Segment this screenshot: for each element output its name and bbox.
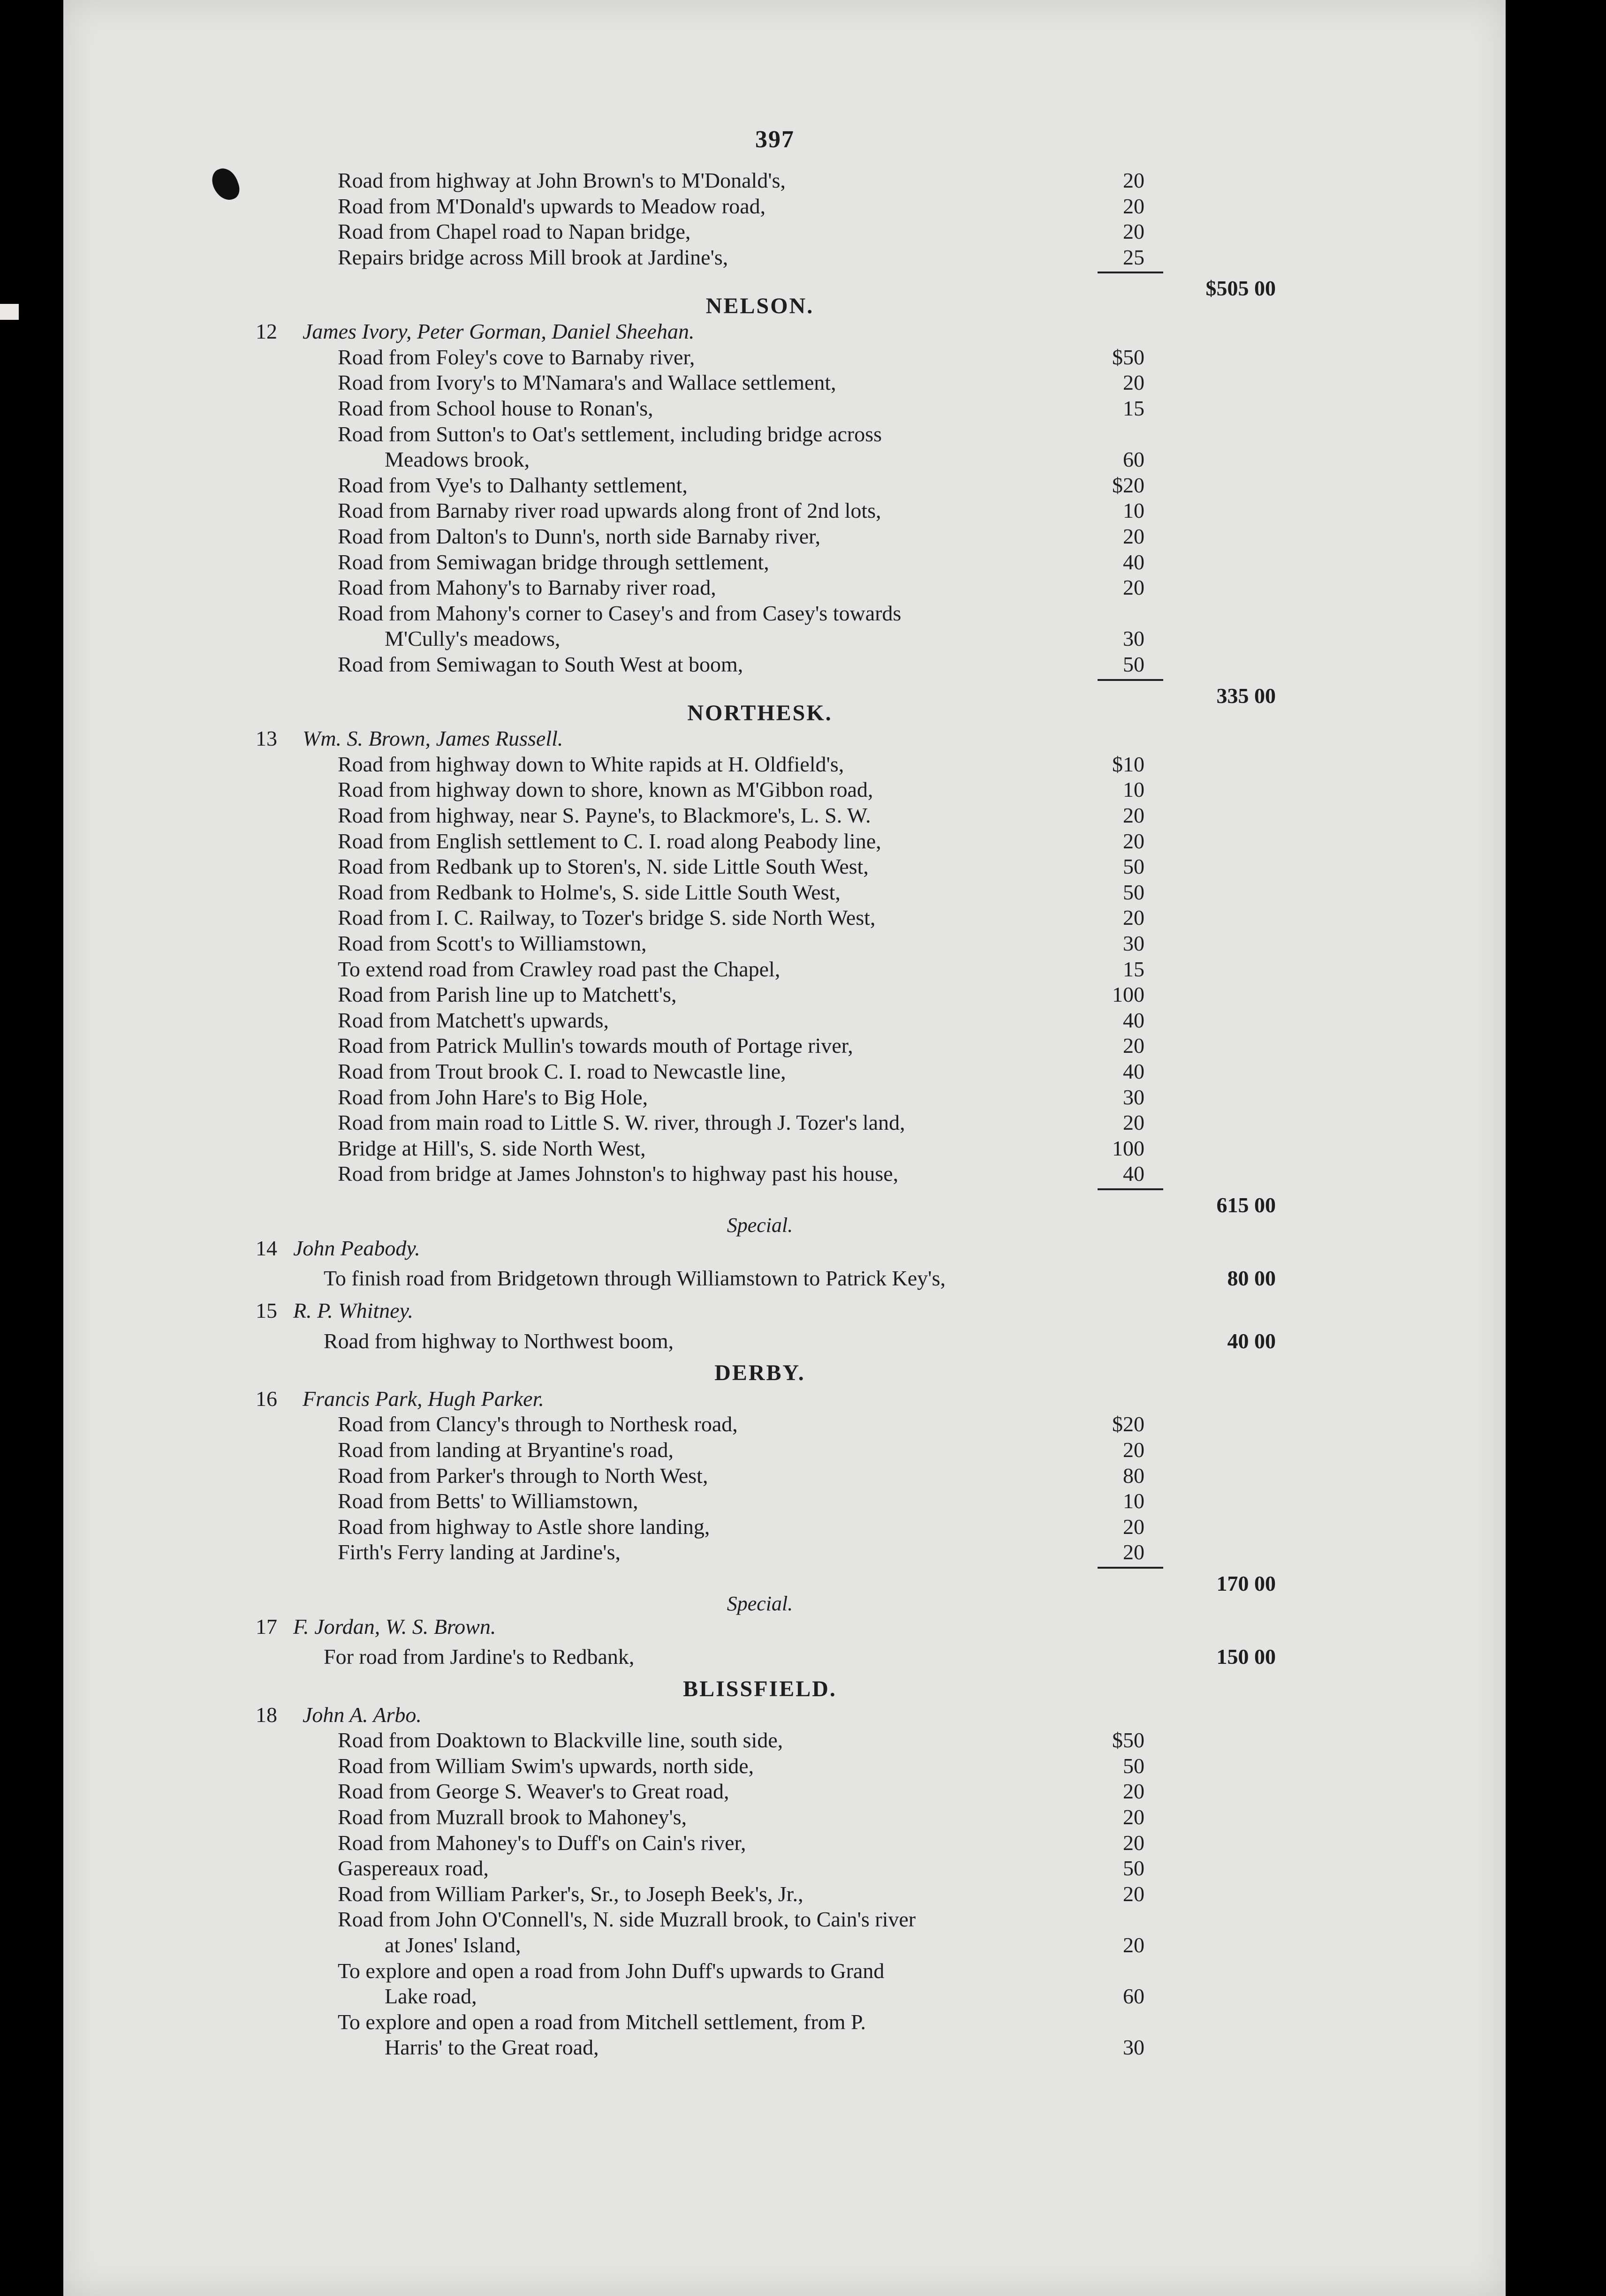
road-item: Road from highway at John Brown's to M'Donald's, [338, 168, 786, 192]
road-amount: 20 [1123, 1438, 1144, 1462]
road-item: M'Cully's meadows, [385, 627, 561, 651]
road-amount: 30 [1123, 931, 1144, 956]
road-item: at Jones' Island, [385, 1933, 521, 1957]
grantee-names: F. Jordan, W. S. Brown. [293, 1614, 496, 1639]
section-total: 335 00 [1216, 683, 1276, 708]
road-item: Road from John O'Connell's, N. side Muzrall brook, to Cain's river [338, 1907, 916, 1932]
text-row [0, 243, 1606, 272]
text-row [0, 1264, 1606, 1292]
road-item: Road from highway, near S. Payne's, to Blackmore's, L. S. W. [338, 803, 871, 828]
text-row [0, 1613, 1606, 1641]
grant-number: 16 [256, 1386, 277, 1411]
page-number: 397 [755, 126, 795, 153]
text-row [0, 1752, 1606, 1780]
text-row [0, 1905, 1606, 1933]
road-item: Road from highway down to White rapids at H. Oldfield's, [338, 752, 844, 776]
road-item: Road from Betts' to Williamstown, [338, 1489, 638, 1513]
text-row [0, 1385, 1606, 1413]
road-amount: 60 [1123, 447, 1144, 472]
text-row [0, 853, 1606, 881]
road-amount: $50 [1112, 1728, 1144, 1752]
road-item: Road from George S. Weaver's to Great road, [338, 1779, 729, 1804]
section-heading: DERBY. [714, 1360, 805, 1386]
road-amount: 20 [1123, 1933, 1144, 1957]
road-item: Road from M'Donald's upwards to Meadow road, [338, 194, 766, 218]
road-item: Road from Doaktown to Blackville line, south side, [338, 1728, 783, 1752]
text-row [0, 497, 1606, 525]
road-item: Road from landing at Bryantine's road, [338, 1438, 674, 1462]
road-amount: 20 [1123, 219, 1144, 244]
road-item: Road from Matchett's upwards, [338, 1008, 609, 1032]
road-item: Gaspereaux road, [338, 1856, 489, 1881]
special-heading: Special. [727, 1214, 793, 1237]
grant-total: 150 00 [1216, 1645, 1276, 1669]
road-item: Road from Dalton's to Dunn's, north side Barnaby river, [338, 524, 821, 548]
road-amount: 40 [1123, 1008, 1144, 1032]
text-row [0, 827, 1606, 855]
text-row [0, 801, 1606, 830]
text-row [0, 1982, 1606, 2010]
grantee-names: R. P. Whitney. [293, 1299, 413, 1323]
text-row [0, 522, 1606, 551]
road-amount: 20 [1123, 1514, 1144, 1539]
text-row [0, 1854, 1606, 1882]
road-amount: 15 [1123, 396, 1144, 420]
text-row [0, 2008, 1606, 2036]
text-row [0, 1083, 1606, 1111]
grant-number: 12 [256, 319, 277, 344]
road-amount: 60 [1123, 1984, 1144, 2009]
road-item: Road from Mahony's corner to Casey's and from Casey's towards [338, 601, 901, 625]
text-row [0, 1234, 1606, 1262]
road-amount: 20 [1123, 829, 1144, 853]
section-total: $505 00 [1205, 276, 1276, 301]
text-row [0, 878, 1606, 906]
road-amount: 20 [1123, 1881, 1144, 1906]
section-total: 170 00 [1216, 1571, 1276, 1596]
road-item: Road from Trout brook C. I. road to Newcastle line, [338, 1059, 786, 1084]
grantee-names: Francis Park, Hugh Parker. [303, 1386, 544, 1411]
road-item: Firth's Ferry landing at Jardine's, [338, 1540, 621, 1564]
road-item: Road from English settlement to C. I. road along Peabody line, [338, 829, 881, 853]
text-row [0, 725, 1606, 753]
road-item: Road from Semiwagan to South West at boom, [338, 652, 743, 676]
road-amount: 50 [1123, 854, 1144, 879]
road-amount: 30 [1123, 2035, 1144, 2060]
section-heading: NORTHESK. [687, 700, 833, 725]
text-row [0, 1803, 1606, 1831]
road-item: Road from Clancy's through to Northesk road, [338, 1412, 738, 1436]
road-amount: 30 [1123, 627, 1144, 651]
text-row [0, 1327, 1606, 1355]
road-item: Road from John Hare's to Big Hole, [338, 1085, 648, 1109]
road-item: Road from Patrick Mullin's towards mouth of Portage river, [338, 1034, 853, 1058]
road-item: Meadows brook, [385, 447, 530, 472]
text-row [0, 1160, 1606, 1188]
text-row [0, 1957, 1606, 1985]
special-heading: Special. [727, 1592, 793, 1616]
subtotal-rule [1098, 1567, 1163, 1569]
grant-number: 15 [256, 1299, 277, 1323]
text-row [0, 1134, 1606, 1163]
road-amount: 20 [1123, 1830, 1144, 1855]
text-row [0, 317, 1606, 346]
grantee-names: John A. Arbo. [303, 1702, 422, 1727]
text-row [0, 1057, 1606, 1086]
road-item: Bridge at Hill's, S. side North West, [338, 1136, 646, 1160]
text-row [0, 192, 1606, 220]
text-row [0, 650, 1606, 679]
road-item: Road from Parish line up to Matchett's, [338, 982, 677, 1007]
subtotal-rule [1098, 1188, 1163, 1190]
road-amount: $50 [1112, 345, 1144, 369]
text-row [0, 1032, 1606, 1060]
road-amount: 80 [1123, 1463, 1144, 1488]
road-item: Road from Parker's through to North West, [338, 1463, 708, 1488]
road-item: Repairs bridge across Mill brook at Jardine's, [338, 245, 728, 269]
grant-description: To finish road from Bridgetown through Williamstown to Patrick Key's, [324, 1266, 946, 1291]
text-row [0, 904, 1606, 932]
text-row [0, 446, 1606, 474]
grantee-names: John Peabody. [293, 1236, 420, 1260]
section-heading: NELSON. [705, 293, 814, 318]
road-item: To explore and open a road from Mitchell settlement, from P. [338, 2009, 866, 2034]
road-amount: 40 [1123, 1162, 1144, 1186]
grant-total: 40 00 [1227, 1329, 1276, 1353]
subtotal-rule [1098, 679, 1163, 681]
road-amount: 50 [1123, 652, 1144, 676]
text-row [0, 548, 1606, 576]
road-amount: 40 [1123, 550, 1144, 574]
text-row [0, 166, 1606, 195]
text-row [0, 471, 1606, 499]
text-row [0, 574, 1606, 602]
road-amount: $20 [1112, 473, 1144, 497]
road-item: Road from Mahony's to Barnaby river road, [338, 575, 716, 600]
road-amount: 20 [1123, 1540, 1144, 1564]
text-row [0, 776, 1606, 804]
text-row [0, 218, 1606, 246]
grant-number: 18 [256, 1702, 277, 1727]
road-item: Road from Foley's cove to Barnaby river, [338, 345, 695, 369]
road-amount: 20 [1123, 575, 1144, 600]
road-amount: 20 [1123, 370, 1144, 395]
road-item: Road from bridge at James Johnston's to highway past his house, [338, 1162, 899, 1186]
text-row [0, 343, 1606, 371]
road-amount: 10 [1123, 778, 1144, 802]
road-amount: 10 [1123, 498, 1144, 523]
road-amount: 20 [1123, 1805, 1144, 1829]
section-heading: BLISSFIELD. [683, 1676, 837, 1701]
road-amount: 20 [1123, 194, 1144, 218]
text-row [0, 1006, 1606, 1035]
road-amount: 50 [1123, 880, 1144, 904]
road-amount: 20 [1123, 524, 1144, 548]
road-item: Road from Ivory's to M'Namara's and Wallace settlement, [338, 370, 836, 395]
subtotal-rule [1098, 272, 1163, 273]
text-row [0, 1880, 1606, 1908]
text-row [0, 1701, 1606, 1729]
text-row [0, 1726, 1606, 1754]
text-row [0, 750, 1606, 778]
text-row [0, 1513, 1606, 1541]
road-item: Road from Vye's to Dalhanty settlement, [338, 473, 688, 497]
road-amount: 15 [1123, 957, 1144, 981]
road-amount: 100 [1112, 982, 1144, 1007]
grantee-names: Wm. S. Brown, James Russell. [303, 726, 563, 751]
road-item: Road from School house to Ronan's, [338, 396, 653, 420]
road-amount: 10 [1123, 1489, 1144, 1513]
text-row [0, 1931, 1606, 1959]
text-row [0, 1643, 1606, 1671]
road-item: Road from Scott's to Williamstown, [338, 931, 647, 956]
road-item: Harris' to the Great road, [385, 2035, 599, 2060]
road-amount: 20 [1123, 803, 1144, 828]
text-row [0, 1487, 1606, 1515]
road-item: Road from William Parker's, Sr., to Joseph Beek's, Jr., [338, 1881, 803, 1906]
road-amount: $10 [1112, 752, 1144, 776]
text-row [0, 1777, 1606, 1805]
road-item: Lake road, [385, 1984, 477, 2009]
road-amount: 50 [1123, 1856, 1144, 1881]
road-item: Road from Barnaby river road upwards along front of 2nd lots, [338, 498, 881, 523]
grant-number: 13 [256, 726, 277, 751]
road-item: Road from Sutton's to Oat's settlement, including bridge across [338, 422, 882, 446]
road-item: Road from Chapel road to Napan bridge, [338, 219, 691, 244]
road-item: Road from Muzrall brook to Mahoney's, [338, 1805, 687, 1829]
text-row [0, 1538, 1606, 1566]
road-amount: 25 [1123, 245, 1144, 269]
grant-total: 80 00 [1227, 1266, 1276, 1291]
text-row [0, 955, 1606, 983]
road-amount: 20 [1123, 1034, 1144, 1058]
road-item: Road from William Swim's upwards, north side, [338, 1753, 754, 1778]
road-amount: 20 [1123, 1779, 1144, 1804]
text-row [0, 1462, 1606, 1490]
road-item: Road from Redbank up to Storen's, N. side Little South West, [338, 854, 869, 879]
road-item: To extend road from Crawley road past the Chapel, [338, 957, 780, 981]
road-amount: 20 [1123, 168, 1144, 192]
section-total: 615 00 [1216, 1193, 1276, 1217]
text-row [0, 2033, 1606, 2062]
road-item: Road from highway down to shore, known as M'Gibbon road, [338, 778, 873, 802]
road-amount: 20 [1123, 1110, 1144, 1135]
road-amount: 100 [1112, 1136, 1144, 1160]
text-row [0, 625, 1606, 653]
road-item: Road from Mahoney's to Duff's on Cain's river, [338, 1830, 746, 1855]
road-amount: $20 [1112, 1412, 1144, 1436]
road-item: To explore and open a road from John Duff's upwards to Grand [338, 1958, 885, 1983]
text-row [0, 599, 1606, 627]
text-row [0, 929, 1606, 958]
grant-number: 14 [256, 1236, 277, 1260]
grant-number: 17 [256, 1614, 277, 1639]
road-item: Road from Redbank to Holme's, S. side Little South West, [338, 880, 841, 904]
text-row [0, 1410, 1606, 1438]
grant-description: For road from Jardine's to Redbank, [324, 1645, 635, 1669]
grant-description: Road from highway to Northwest boom, [324, 1329, 674, 1353]
text-row [0, 1297, 1606, 1325]
text-row [0, 420, 1606, 448]
text-row [0, 394, 1606, 423]
road-amount: 30 [1123, 1085, 1144, 1109]
road-item: Road from highway to Astle shore landing, [338, 1514, 710, 1539]
text-row [0, 1436, 1606, 1464]
road-amount: 40 [1123, 1059, 1144, 1084]
text-row [0, 981, 1606, 1009]
text-row [0, 369, 1606, 397]
text-row [0, 1829, 1606, 1857]
grantee-names: James Ivory, Peter Gorman, Daniel Sheehan. [303, 319, 695, 344]
road-amount: 20 [1123, 906, 1144, 930]
road-amount: 50 [1123, 1753, 1144, 1778]
text-row [0, 1109, 1606, 1137]
road-item: Road from I. C. Railway, to Tozer's bridge S. side North West, [338, 906, 876, 930]
road-item: Road from Semiwagan bridge through settlement, [338, 550, 769, 574]
road-item: Road from main road to Little S. W. river, through J. Tozer's land, [338, 1110, 905, 1135]
